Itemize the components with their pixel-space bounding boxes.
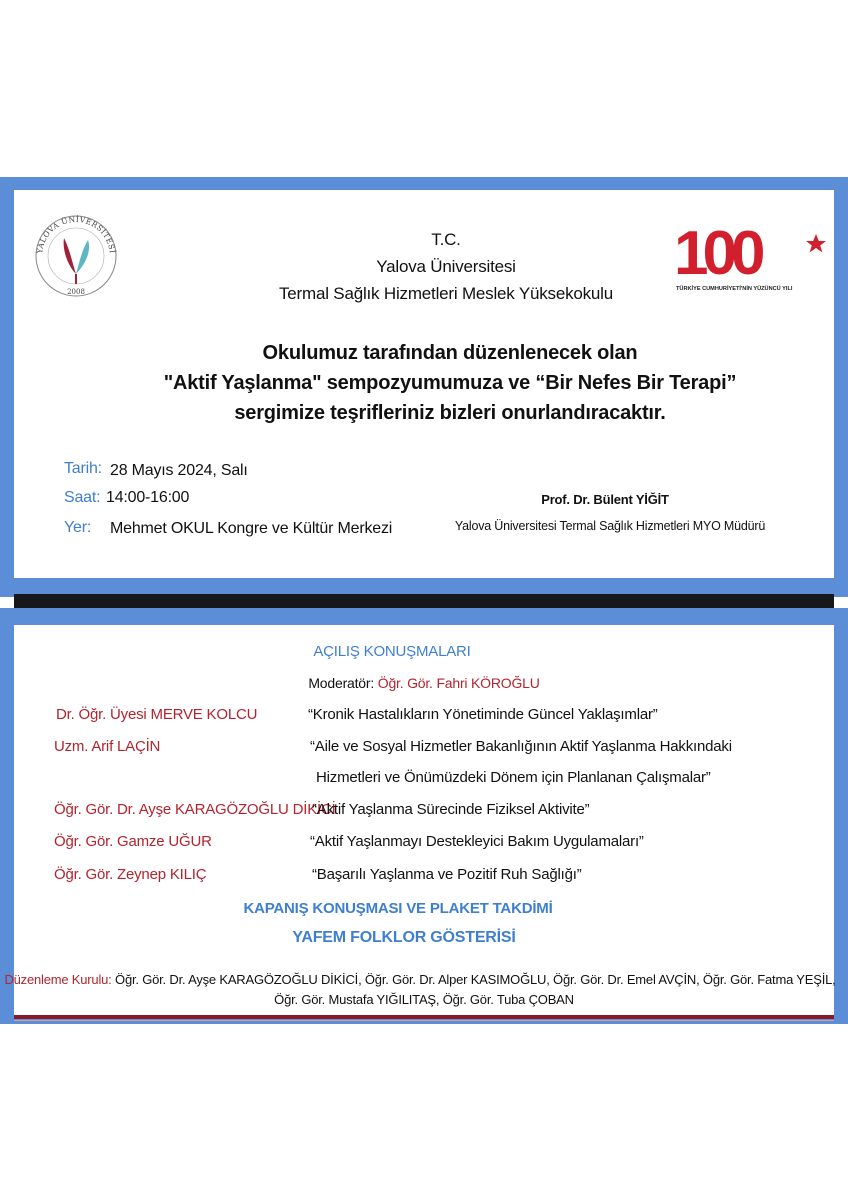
folklore-heading: YAFEM FOLKLOR GÖSTERİSİ <box>292 929 516 946</box>
talk-title-5: “Başarılı Yaşlanma ve Pozitif Ruh Sağlığı” <box>312 866 582 883</box>
talk-title-3: “Aktif Yaşlanma Sürecinde Fiziksel Aktivite” <box>312 801 590 818</box>
committee-line-1 <box>0 972 844 987</box>
talk-title-4: “Aktif Yaşlanmayı Destekleyici Bakım Uygulamaları” <box>310 833 644 850</box>
opening-heading: AÇILIŞ KONUŞMALARI <box>313 643 471 660</box>
time-label: Saat: <box>64 489 101 506</box>
talk-title-1: “Kronik Hastalıkların Yönetiminde Güncel Yaklaşımlar” <box>308 706 658 723</box>
divider-bar <box>14 594 834 608</box>
speaker-4: Öğr. Gör. Gamze UĞUR <box>54 833 212 850</box>
moderator-name: Öğr. Gör. Fahri KÖROĞLU <box>377 675 540 691</box>
committee-members-2: Öğr. Gör. Mustafa YIĞILITAŞ, Öğr. Gör. Tuba ÇOBAN <box>274 992 574 1007</box>
committee-members-1: Öğr. Gör. Dr. Ayşe KARAGÖZOĞLU DİKİCİ, Öğr. Gör. Dr. Alper KASIMOĞLU, Öğr. Gör. Dr. Emel AVÇİN, Öğr. Gör. Fatma YEŞİL, <box>115 972 836 987</box>
talk-title-2-cont: Hizmetleri ve Önümüzdeki Dönem için Planlanan Çalışmalar” <box>316 769 711 786</box>
header-school: Termal Sağlık Hizmetleri Meslek Yüksekokulu <box>278 284 614 303</box>
time-value: 14:00-16:00 <box>106 489 190 506</box>
speaker-3: Öğr. Gör. Dr. Ayşe KARAGÖZOĞLU DİKİCİ <box>54 801 336 818</box>
date-label: Tarih: <box>64 460 102 477</box>
logo-year: 2008 <box>67 288 85 296</box>
speaker-2: Uzm. Arif LAÇİN <box>54 738 161 755</box>
place-label: Yer: <box>64 519 92 536</box>
signatory-title: Yalova Üniversitesi Termal Sağlık Hizmetleri MYO Müdürü <box>454 519 766 533</box>
header-tc: T.C. <box>431 230 461 249</box>
centennial-number: 100 <box>674 219 760 288</box>
invitation-line-3: sergimize teşrifleriniz bizleri onurlandıracaktır. <box>234 402 666 424</box>
bottom-rule-thin <box>14 1020 834 1021</box>
date-value: 28 Mayıs 2024, Salı <box>110 462 248 479</box>
closing-heading: KAPANIŞ KONUŞMASI VE PLAKET TAKDİMİ <box>243 900 553 917</box>
invitation-line-2: "Aktif Yaşlanma" sempozyumumuza ve “Bir Nefes Bir Terapi” <box>163 372 737 394</box>
invitation-line-1: Okulumuz tarafından düzenlenecek olan <box>262 342 638 364</box>
moderator-label: Moderatör: <box>308 675 375 691</box>
talk-title-2: “Aile ve Sosyal Hizmetler Bakanlığının Aktif Yaşlanma Hakkındaki <box>310 738 732 755</box>
speaker-1: Dr. Öğr. Üyesi MERVE KOLCU <box>56 706 258 723</box>
signatory-name: Prof. Dr. Bülent YİĞİT <box>541 492 669 507</box>
header-university: Yalova Üniversitesi <box>376 257 516 276</box>
place-value: Mehmet OKUL Kongre ve Kültür Merkezi <box>110 520 393 537</box>
moderator-line <box>0 675 848 691</box>
speaker-5: Öğr. Gör. Zeynep KILIÇ <box>54 866 207 883</box>
bottom-rule <box>14 1015 834 1019</box>
centennial-caption: TÜRKİYE CUMHURİYETİ'NİN YÜZÜNCÜ YILI <box>676 286 793 292</box>
logo-arc-text: YALOVA ÜNİVERSİTESİ <box>35 214 117 255</box>
committee-label: Düzenleme Kurulu: <box>4 972 112 987</box>
